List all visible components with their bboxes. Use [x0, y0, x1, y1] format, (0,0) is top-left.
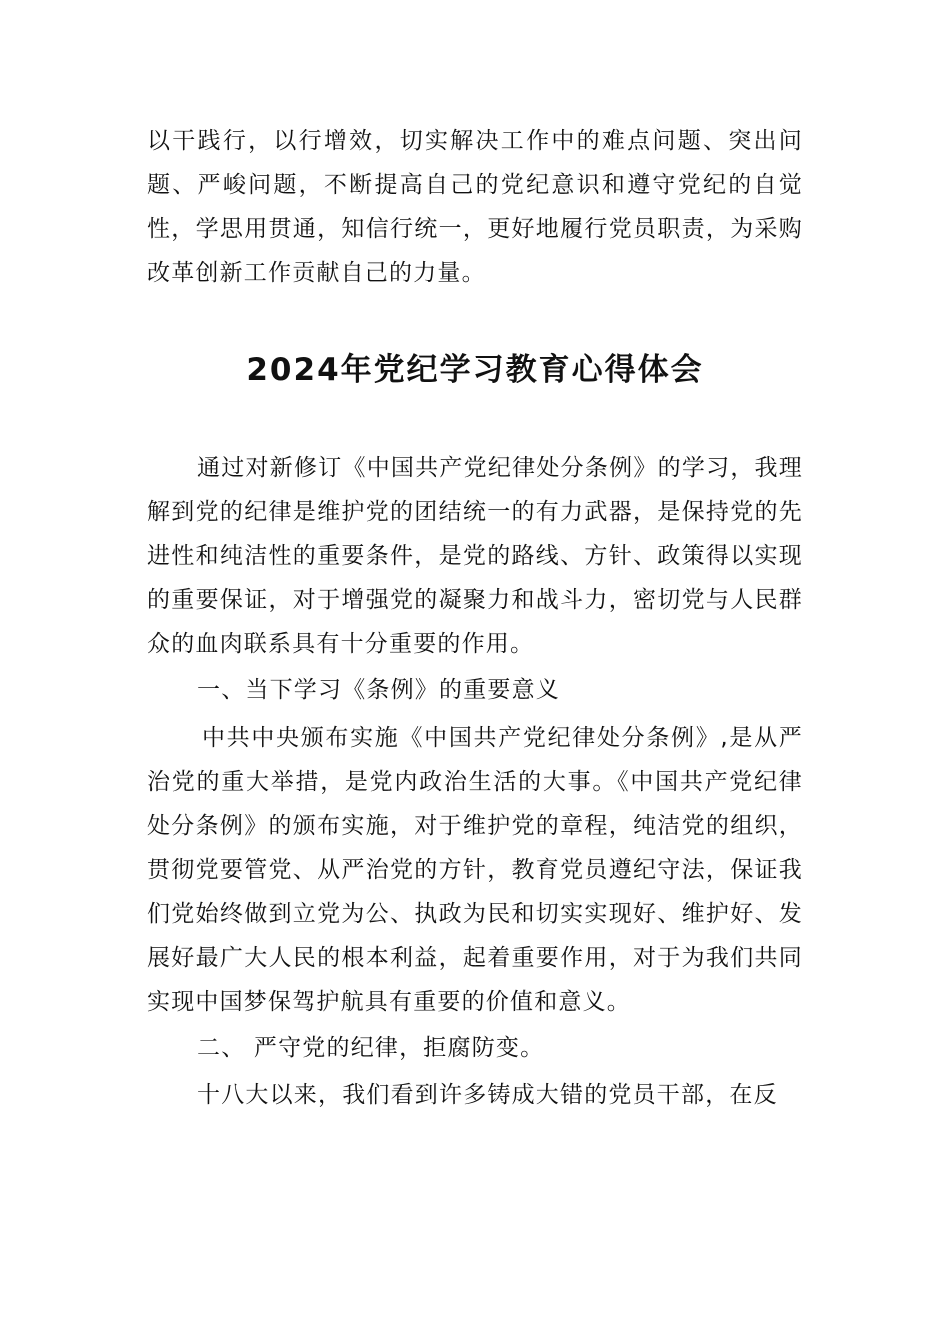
- intro-paragraph: 通过对新修订《中国共产党纪律处分条例》的学习，我理解到党的纪律是维护党的团结统一的有力武器，是保持党的先进性和纯洁性的重要条件，是党的路线、方针、政策得以实现的重要保证，对于增强党的凝聚力和战斗力，密切党与人民群众的血肉联系具有十分重要的作用。: [147, 455, 803, 657]
- section-heading-1: 一、当下学习《条例》的重要意义: [197, 677, 560, 703]
- section-heading-2: 二、 严守党的纪律，拒腐防变。: [197, 1035, 545, 1061]
- section-1-paragraph: 中共中央颁布实施《中国共产党纪律处分条例》,是从严治党的重大举措，是党内政治生活的大事。《中国共产党纪律处分条例》的颁布实施，对于维护党的章程，纯洁党的组织，贯彻党要管党、从严治党的方针，教育党员遵纪守法，保证我们党始终做到立党为公、执政为民和切实实现好、维护好、发展好最广大人民的根本利益，起着重要作用，对于为我们共同实现中国梦保驾护航具有重要的价值和意义。: [147, 725, 803, 1015]
- continuation-paragraph: 以干践行，以行增效，切实解决工作中的难点问题、突出问题、严峻问题，不断提高自己的党纪意识和遵守党纪的自觉性，学思用贯通，知信行统一，更好地履行党员职责，为采购改革创新工作贡献自己的力量。: [147, 128, 803, 286]
- document-title: 2024年党纪学习教育心得体会: [246, 352, 704, 388]
- section-2-paragraph: 十八大以来，我们看到许多铸成大错的党员干部，在反: [197, 1082, 778, 1108]
